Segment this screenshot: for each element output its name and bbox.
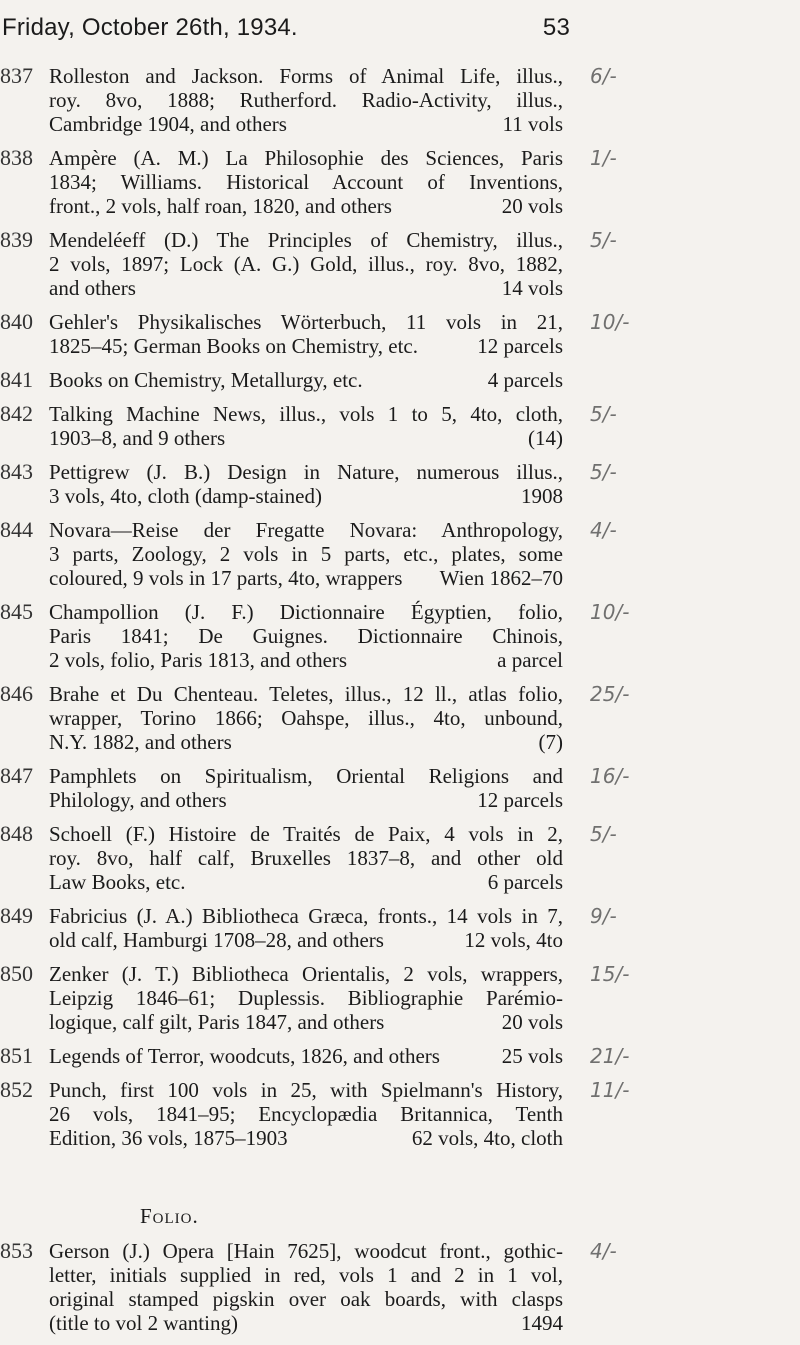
lot-line: Pamphlets on Spiritualism, Oriental Religions and xyxy=(49,764,563,788)
lot-line: 1825–45; German Books on Chemistry, etc. xyxy=(49,334,419,358)
lot-number: 847 xyxy=(0,763,33,788)
lot-839 xyxy=(0,228,800,310)
lot-quantity: 1908 xyxy=(521,484,563,508)
lot-line: roy. 8vo, 1888; Rutherford. Radio-Activity, illus., xyxy=(49,88,563,112)
lot-line: Zenker (J. T.) Bibliotheca Orientalis, 2 vols, wrappers, xyxy=(49,962,563,986)
lot-number: 852 xyxy=(0,1077,33,1102)
lot-description xyxy=(49,64,563,136)
lot-846 xyxy=(0,682,800,764)
lot-847 xyxy=(0,764,800,822)
lot-number: 840 xyxy=(0,309,33,334)
lot-quantity: 11 vols xyxy=(502,112,563,136)
lot-number: 848 xyxy=(0,821,33,846)
lot-852 xyxy=(0,1078,800,1160)
handwritten-price: 5/- xyxy=(590,228,617,252)
lot-845 xyxy=(0,600,800,682)
handwritten-price: 11/- xyxy=(590,1078,630,1102)
lot-description xyxy=(49,146,563,218)
lot-line: Gerson (J.) Opera [Hain 7625], woodcut front., gothic- xyxy=(49,1239,563,1263)
handwritten-price: 1/- xyxy=(590,146,617,170)
lot-line: Champollion (J. F.) Dictionnaire Égyptien, folio, xyxy=(49,600,563,624)
lot-line: N.Y. 1882, and others xyxy=(49,730,232,754)
lot-quantity: 20 vols xyxy=(501,1010,563,1034)
section-heading: Folio. xyxy=(140,1204,199,1228)
lot-840 xyxy=(0,310,800,368)
lot-line: Legends of Terror, woodcuts, 1826, and others xyxy=(49,1044,440,1068)
lot-number: 844 xyxy=(0,517,33,542)
lot-list xyxy=(0,64,800,1345)
handwritten-price: 10/- xyxy=(590,600,630,624)
handwritten-price: 25/- xyxy=(590,682,630,706)
lot-line: Edition, 36 vols, 1875–1903 xyxy=(49,1126,288,1150)
lot-838 xyxy=(0,146,800,228)
lot-line: and others xyxy=(49,276,136,300)
lot-line: Brahe et Du Chenteau. Teletes, illus., 12 ll., atlas folio, xyxy=(49,682,563,706)
lot-850 xyxy=(0,962,800,1044)
lot-number: 843 xyxy=(0,459,33,484)
lot-quantity: 4 parcels xyxy=(487,368,563,392)
lot-description xyxy=(49,1239,563,1335)
handwritten-price: 21/- xyxy=(590,1044,630,1068)
lot-line: 3 vols, 4to, cloth (damp-stained) xyxy=(49,484,322,508)
lot-line: Punch, first 100 vols in 25, with Spielmann's History, xyxy=(49,1078,563,1102)
lot-description xyxy=(49,228,563,300)
handwritten-price: 5/- xyxy=(590,402,617,426)
lot-quantity: 62 vols, 4to, cloth xyxy=(411,1126,563,1150)
lot-line: coloured, 9 vols in 17 parts, 4to, wrappers xyxy=(49,566,403,590)
lot-line: 1834; Williams. Historical Account of Inventions, xyxy=(49,170,563,194)
lot-number: 846 xyxy=(0,681,33,706)
lot-line: Gehler's Physikalisches Wörterbuch, 11 vols in 21, xyxy=(49,310,563,334)
handwritten-price: 4/- xyxy=(590,518,617,542)
lot-line: Cambridge 1904, and others xyxy=(49,112,287,136)
lot-description xyxy=(49,460,563,508)
handwritten-price: 5/- xyxy=(590,822,617,846)
lot-843 xyxy=(0,460,800,518)
lot-quantity: 12 parcels xyxy=(477,334,563,358)
lot-quantity: (14) xyxy=(528,426,563,450)
lot-line: letter, initials supplied in red, vols 1 and 2 in 1 vol, xyxy=(49,1263,563,1287)
handwritten-price: 15/- xyxy=(590,962,630,986)
lot-line: Law Books, etc. xyxy=(49,870,186,894)
lot-quantity: Wien 1862–70 xyxy=(439,566,563,590)
lot-853 xyxy=(0,1239,800,1345)
lot-description xyxy=(49,822,563,894)
lot-842 xyxy=(0,402,800,460)
page-header xyxy=(0,14,570,50)
lot-quantity: 20 vols xyxy=(501,194,563,218)
lot-line: logique, calf gilt, Paris 1847, and others xyxy=(49,1010,385,1034)
lot-description xyxy=(49,904,563,952)
lot-849 xyxy=(0,904,800,962)
lot-line: Ampère (A. M.) La Philosophie des Sciences, Paris xyxy=(49,146,563,170)
lot-line: 26 vols, 1841–95; Encyclopædia Britannica, Tenth xyxy=(49,1102,563,1126)
lot-number: 837 xyxy=(0,63,33,88)
lot-quantity: (7) xyxy=(538,730,563,754)
lot-quantity: 14 vols xyxy=(501,276,563,300)
lot-line: Novara—Reise der Fregatte Novara: Anthropology, xyxy=(49,518,563,542)
lot-description xyxy=(49,310,563,358)
handwritten-price: 5/- xyxy=(590,460,617,484)
lot-line: Paris 1841; De Guignes. Dictionnaire Chinois, xyxy=(49,624,563,648)
lot-line: Schoell (F.) Histoire de Traités de Paix, 4 vols in 2, xyxy=(49,822,563,846)
lot-description xyxy=(49,518,563,590)
lot-quantity: 12 parcels xyxy=(477,788,563,812)
lot-line: Talking Machine News, illus., vols 1 to 5, 4to, cloth, xyxy=(49,402,563,426)
lot-number: 842 xyxy=(0,401,33,426)
lot-quantity: 6 parcels xyxy=(487,870,563,894)
lot-number: 850 xyxy=(0,961,33,986)
lot-line: roy. 8vo, half calf, Bruxelles 1837–8, and other old xyxy=(49,846,563,870)
page-date: Friday, October 26th, 1934. xyxy=(2,14,298,41)
handwritten-price: 9/- xyxy=(590,904,617,928)
lot-line: old calf, Hamburgi 1708–28, and others xyxy=(49,928,384,952)
lot-line: (title to vol 2 wanting) xyxy=(49,1311,238,1335)
lot-number: 853 xyxy=(0,1238,33,1263)
lot-description xyxy=(49,1044,563,1068)
lot-number: 839 xyxy=(0,227,33,252)
lot-848 xyxy=(0,822,800,904)
handwritten-price: 10/- xyxy=(590,310,630,334)
handwritten-price: 4/- xyxy=(590,1239,617,1263)
lot-837 xyxy=(0,64,800,146)
lot-841 xyxy=(0,368,800,402)
lot-line: Pettigrew (J. B.) Design in Nature, numerous illus., xyxy=(49,460,563,484)
handwritten-price: 16/- xyxy=(590,764,630,788)
lot-844 xyxy=(0,518,800,600)
lot-line: Leipzig 1846–61; Duplessis. Bibliographie Parémio- xyxy=(49,986,563,1010)
lot-description xyxy=(49,764,563,812)
lot-quantity: 25 vols xyxy=(501,1044,563,1068)
lot-line: wrapper, Torino 1866; Oahspe, illus., 4to, unbound, xyxy=(49,706,563,730)
lot-line: Philology, and others xyxy=(49,788,227,812)
lot-description xyxy=(49,368,563,392)
lot-line: front., 2 vols, half roan, 1820, and others xyxy=(49,194,392,218)
lot-line: Fabricius (J. A.) Bibliotheca Græca, fronts., 14 vols in 7, xyxy=(49,904,563,928)
lot-line: Rolleston and Jackson. Forms of Animal Life, illus., xyxy=(49,64,563,88)
lot-number: 841 xyxy=(0,367,33,392)
lot-description xyxy=(49,962,563,1034)
lot-line: original stamped pigskin over oak boards, with clasps xyxy=(49,1287,563,1311)
lot-line: 2 vols, folio, Paris 1813, and others xyxy=(49,648,348,672)
lot-description xyxy=(49,600,563,672)
lot-description xyxy=(49,1078,563,1150)
lot-number: 851 xyxy=(0,1043,33,1068)
lot-quantity: 1494 xyxy=(521,1311,563,1335)
lot-line: Mendeléeff (D.) The Principles of Chemistry, illus., xyxy=(49,228,563,252)
lot-quantity: a parcel xyxy=(497,648,563,672)
lot-line: Books on Chemistry, Metallurgy, etc. xyxy=(49,368,363,392)
lot-number: 849 xyxy=(0,903,33,928)
lot-description xyxy=(49,682,563,754)
lot-line: 2 vols, 1897; Lock (A. G.) Gold, illus., roy. 8vo, 1882, xyxy=(49,252,563,276)
lot-851 xyxy=(0,1044,800,1078)
lot-line: 1903–8, and 9 others xyxy=(49,426,226,450)
lot-number: 845 xyxy=(0,599,33,624)
lot-line: 3 parts, Zoology, 2 vols in 5 parts, etc., plates, some xyxy=(49,542,563,566)
lot-description xyxy=(49,402,563,450)
page-number: 53 xyxy=(542,14,570,41)
handwritten-price: 6/- xyxy=(590,64,617,88)
lot-quantity: 12 vols, 4to xyxy=(464,928,563,952)
lot-number: 838 xyxy=(0,145,33,170)
